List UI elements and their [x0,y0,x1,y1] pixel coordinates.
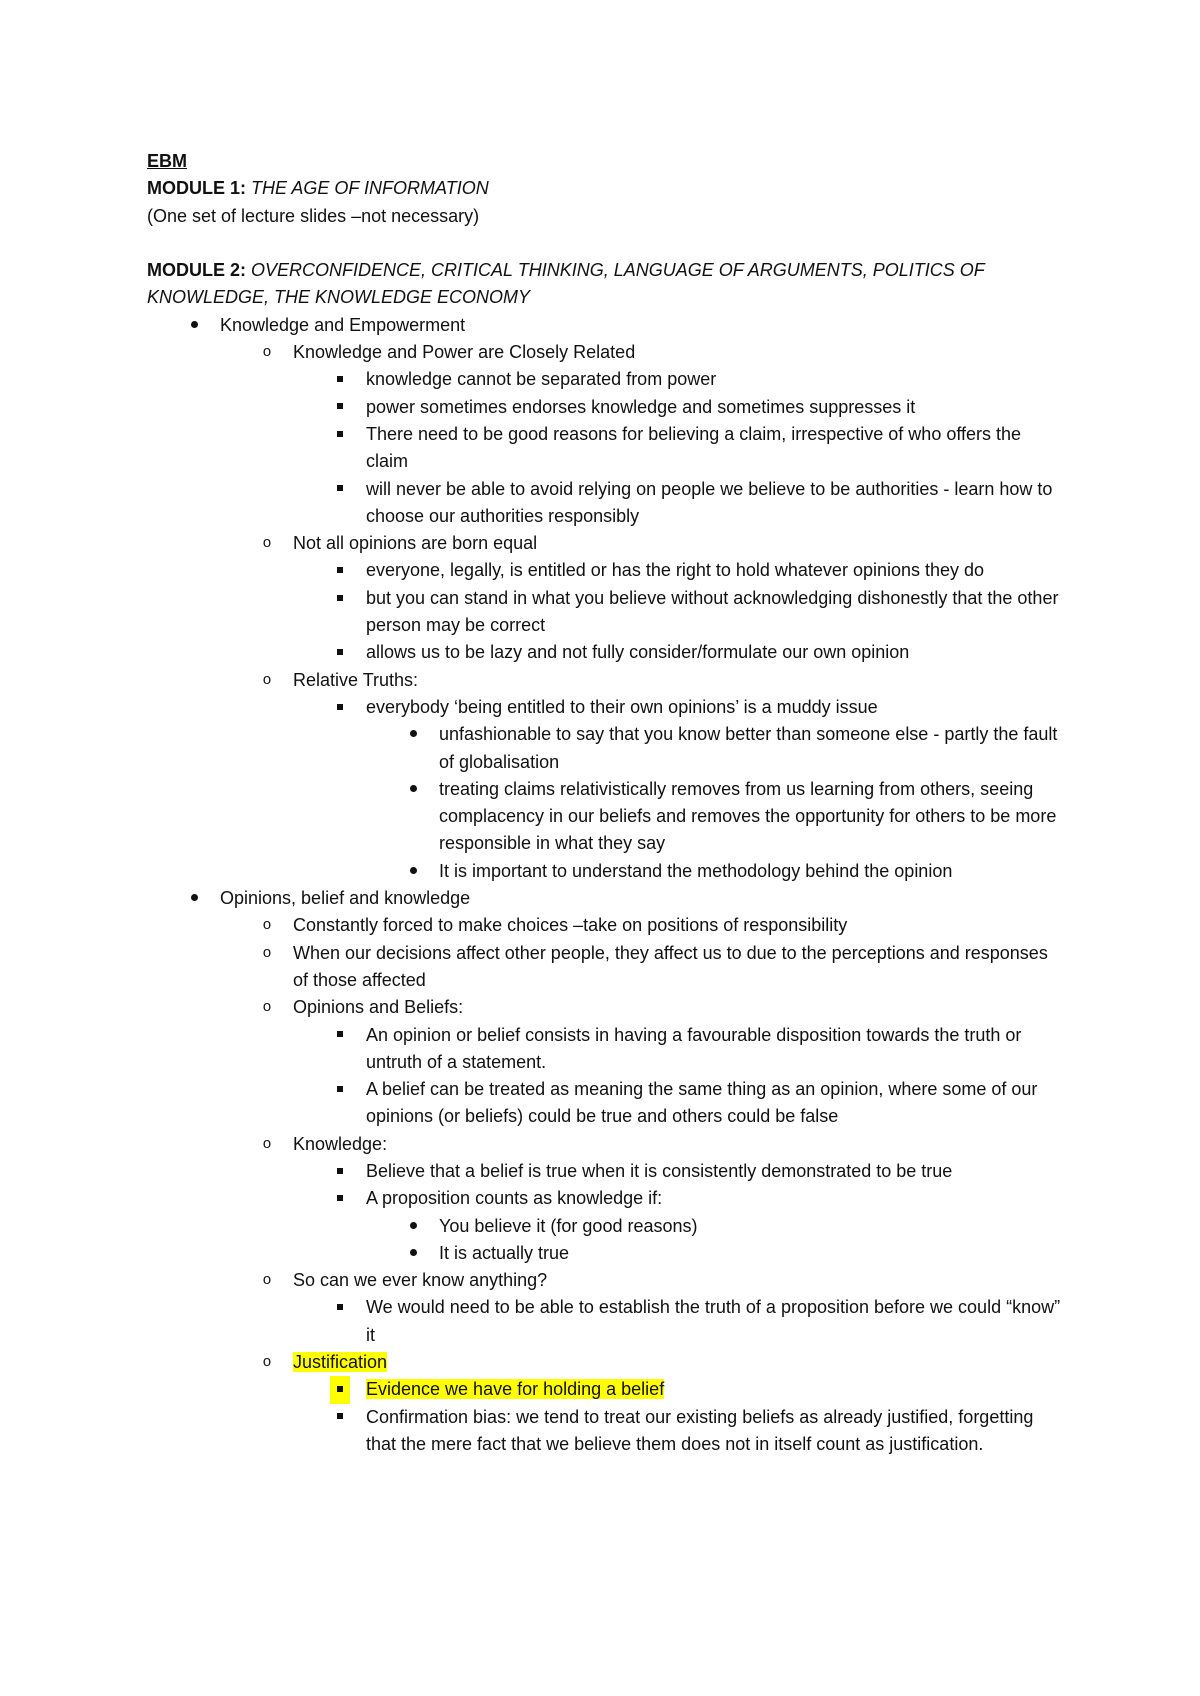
list-item [147,1267,1067,1294]
list-item [147,1376,1067,1403]
list-item-text: You believe it (for good reasons) [439,1215,698,1236]
bullet-icon [403,1240,423,1267]
list-item-text: A proposition counts as knowledge if: [366,1188,663,1209]
highlighted-text: Evidence we have for holding a belief [366,1379,665,1400]
list-item [147,639,1067,666]
outline [147,312,1067,1458]
list-item-text: So can we ever know anything? [293,1270,548,1291]
bullet-icon [403,858,423,885]
list-item-text: Relative Truths: [293,669,419,690]
circle-bullet-icon: o [262,999,272,1017]
list-item [147,1240,1067,1267]
square-bullet-icon [330,1022,350,1049]
list-item [147,885,1067,912]
list-item-text: treating claims relativistically removes from us learning from others, seeing complacency in our beliefs and removes the opportunity for others to be more responsible in what they say [439,778,1057,854]
list-item [147,1076,1067,1131]
list-item-text: Knowledge and Empowerment [220,314,466,335]
square-bullet-icon [330,421,350,448]
list-item-text: Not all opinions are born equal [293,533,538,554]
list-item-text: It is actually true [439,1242,570,1263]
list-item-text: When our decisions affect other people, they affect us to due to the perceptions and responses of those affected [293,942,1048,990]
list-item [147,312,1067,339]
list-item-text: everybody ‘being entitled to their own opinions’ is a muddy issue [366,696,878,717]
list-item-text: Knowledge and Power are Closely Related [293,342,636,363]
list-item [147,585,1067,640]
bullet-icon [403,1213,423,1240]
list-item [147,858,1067,885]
list-item-text: Confirmation bias: we tend to treat our existing beliefs as already justified, forgetting that the mere fact that we believe them does not in itself count as justification. [366,1406,1034,1454]
square-bullet-icon [330,585,350,612]
list-item [147,1294,1067,1349]
list-item-text: unfashionable to say that you know better than someone else - partly the fault of globalisation [439,724,1058,772]
list-item-text: knowledge cannot be separated from power [366,369,717,390]
list-item [147,1158,1067,1185]
square-bullet-icon [330,1376,350,1403]
list-item [147,366,1067,393]
list-item-text: Knowledge: [293,1133,388,1154]
list-item-text: Opinions, belief and knowledge [220,888,471,909]
square-bullet-icon [330,1185,350,1212]
square-bullet-icon [330,639,350,666]
module1-note: (One set of lecture slides –not necessary) [147,205,480,226]
list-item-text: Believe that a belief is true when it is consistently demonstrated to be true [366,1160,953,1181]
square-bullet-icon [330,557,350,584]
document-body [147,148,1067,1458]
bullet-icon [184,885,204,912]
doc-title: EBM [147,151,187,171]
list-item-text: everyone, legally, is entitled or has the right to hold whatever opinions they do [366,560,985,581]
module2-label: MODULE 2: [147,260,246,281]
list-item [147,394,1067,421]
bullet-icon [403,776,423,803]
list-item [147,694,1067,721]
circle-bullet-icon: o [262,671,272,689]
list-item-text: power sometimes endorses knowledge and sometimes suppresses it [366,396,916,417]
module1-title: THE AGE OF INFORMATION [251,178,489,199]
list-item-text: Constantly forced to make choices –take on positions of responsibility [293,915,848,936]
module2-heading [147,257,1067,284]
list-item-text: but you can stand in what you believe without acknowledging dishonestly that the other person may be correct [366,587,1059,636]
circle-bullet-icon: o [262,1272,272,1290]
circle-bullet-icon: o [262,535,272,553]
module2-title-line2: KNOWLEDGE, THE KNOWLEDGE ECONOMY [147,287,531,308]
doc-title-line [147,148,1067,175]
bullet-icon [184,312,204,339]
list-item [147,1349,1067,1376]
list-item [147,1131,1067,1158]
circle-bullet-icon: o [262,1354,272,1372]
list-item [147,1404,1067,1459]
list-item-text: An opinion or belief consists in having a favourable disposition towards the truth or untruth of a statement. [366,1024,1022,1072]
square-bullet-icon [330,1158,350,1185]
list-item [147,776,1067,858]
square-bullet-icon [330,1404,350,1431]
list-item-text: We would need to be able to establish the truth of a proposition before we could “know” it [366,1297,1061,1345]
square-bullet-icon [330,476,350,503]
list-item [147,339,1067,366]
square-bullet-icon [330,1076,350,1103]
square-bullet-icon [330,394,350,421]
circle-bullet-icon: o [262,344,272,362]
module1-heading [147,175,1067,202]
list-item [147,912,1067,939]
list-item [147,1213,1067,1240]
square-bullet-icon [330,694,350,721]
list-item [147,1185,1067,1212]
list-item [147,421,1067,476]
circle-bullet-icon: o [262,917,272,935]
module1-label: MODULE 1: [147,178,246,199]
list-item-text: A belief can be treated as meaning the same thing as an opinion, where some of our opinions (or beliefs) could be true and others could be false [366,1079,1038,1127]
highlighted-text: Justification [293,1352,388,1373]
square-bullet-icon [330,366,350,393]
list-item [147,530,1067,557]
list-item-text: It is important to understand the methodology behind the opinion [439,860,953,881]
bullet-icon [403,721,423,748]
blank-line [147,230,1067,257]
circle-bullet-icon: o [262,944,272,962]
list-item-text: will never be able to avoid relying on people we believe to be authorities - learn how to choose our authorities responsibly [366,478,1053,526]
list-item [147,476,1067,531]
module2-title-line1: OVERCONFIDENCE, CRITICAL THINKING, LANGUAGE OF ARGUMENTS, POLITICS OF [251,260,985,281]
list-item [147,994,1067,1021]
list-item [147,557,1067,584]
list-item [147,721,1067,776]
list-item [147,667,1067,694]
circle-bullet-icon: o [262,1135,272,1153]
list-item-text: There need to be good reasons for believing a claim, irrespective of who offers the claim [366,423,1022,472]
list-item [147,1022,1067,1077]
list-item-text: allows us to be lazy and not fully consider/formulate our own opinion [366,642,910,663]
square-bullet-icon [330,1294,350,1321]
list-item-text: Opinions and Beliefs: [293,997,464,1018]
list-item [147,940,1067,995]
